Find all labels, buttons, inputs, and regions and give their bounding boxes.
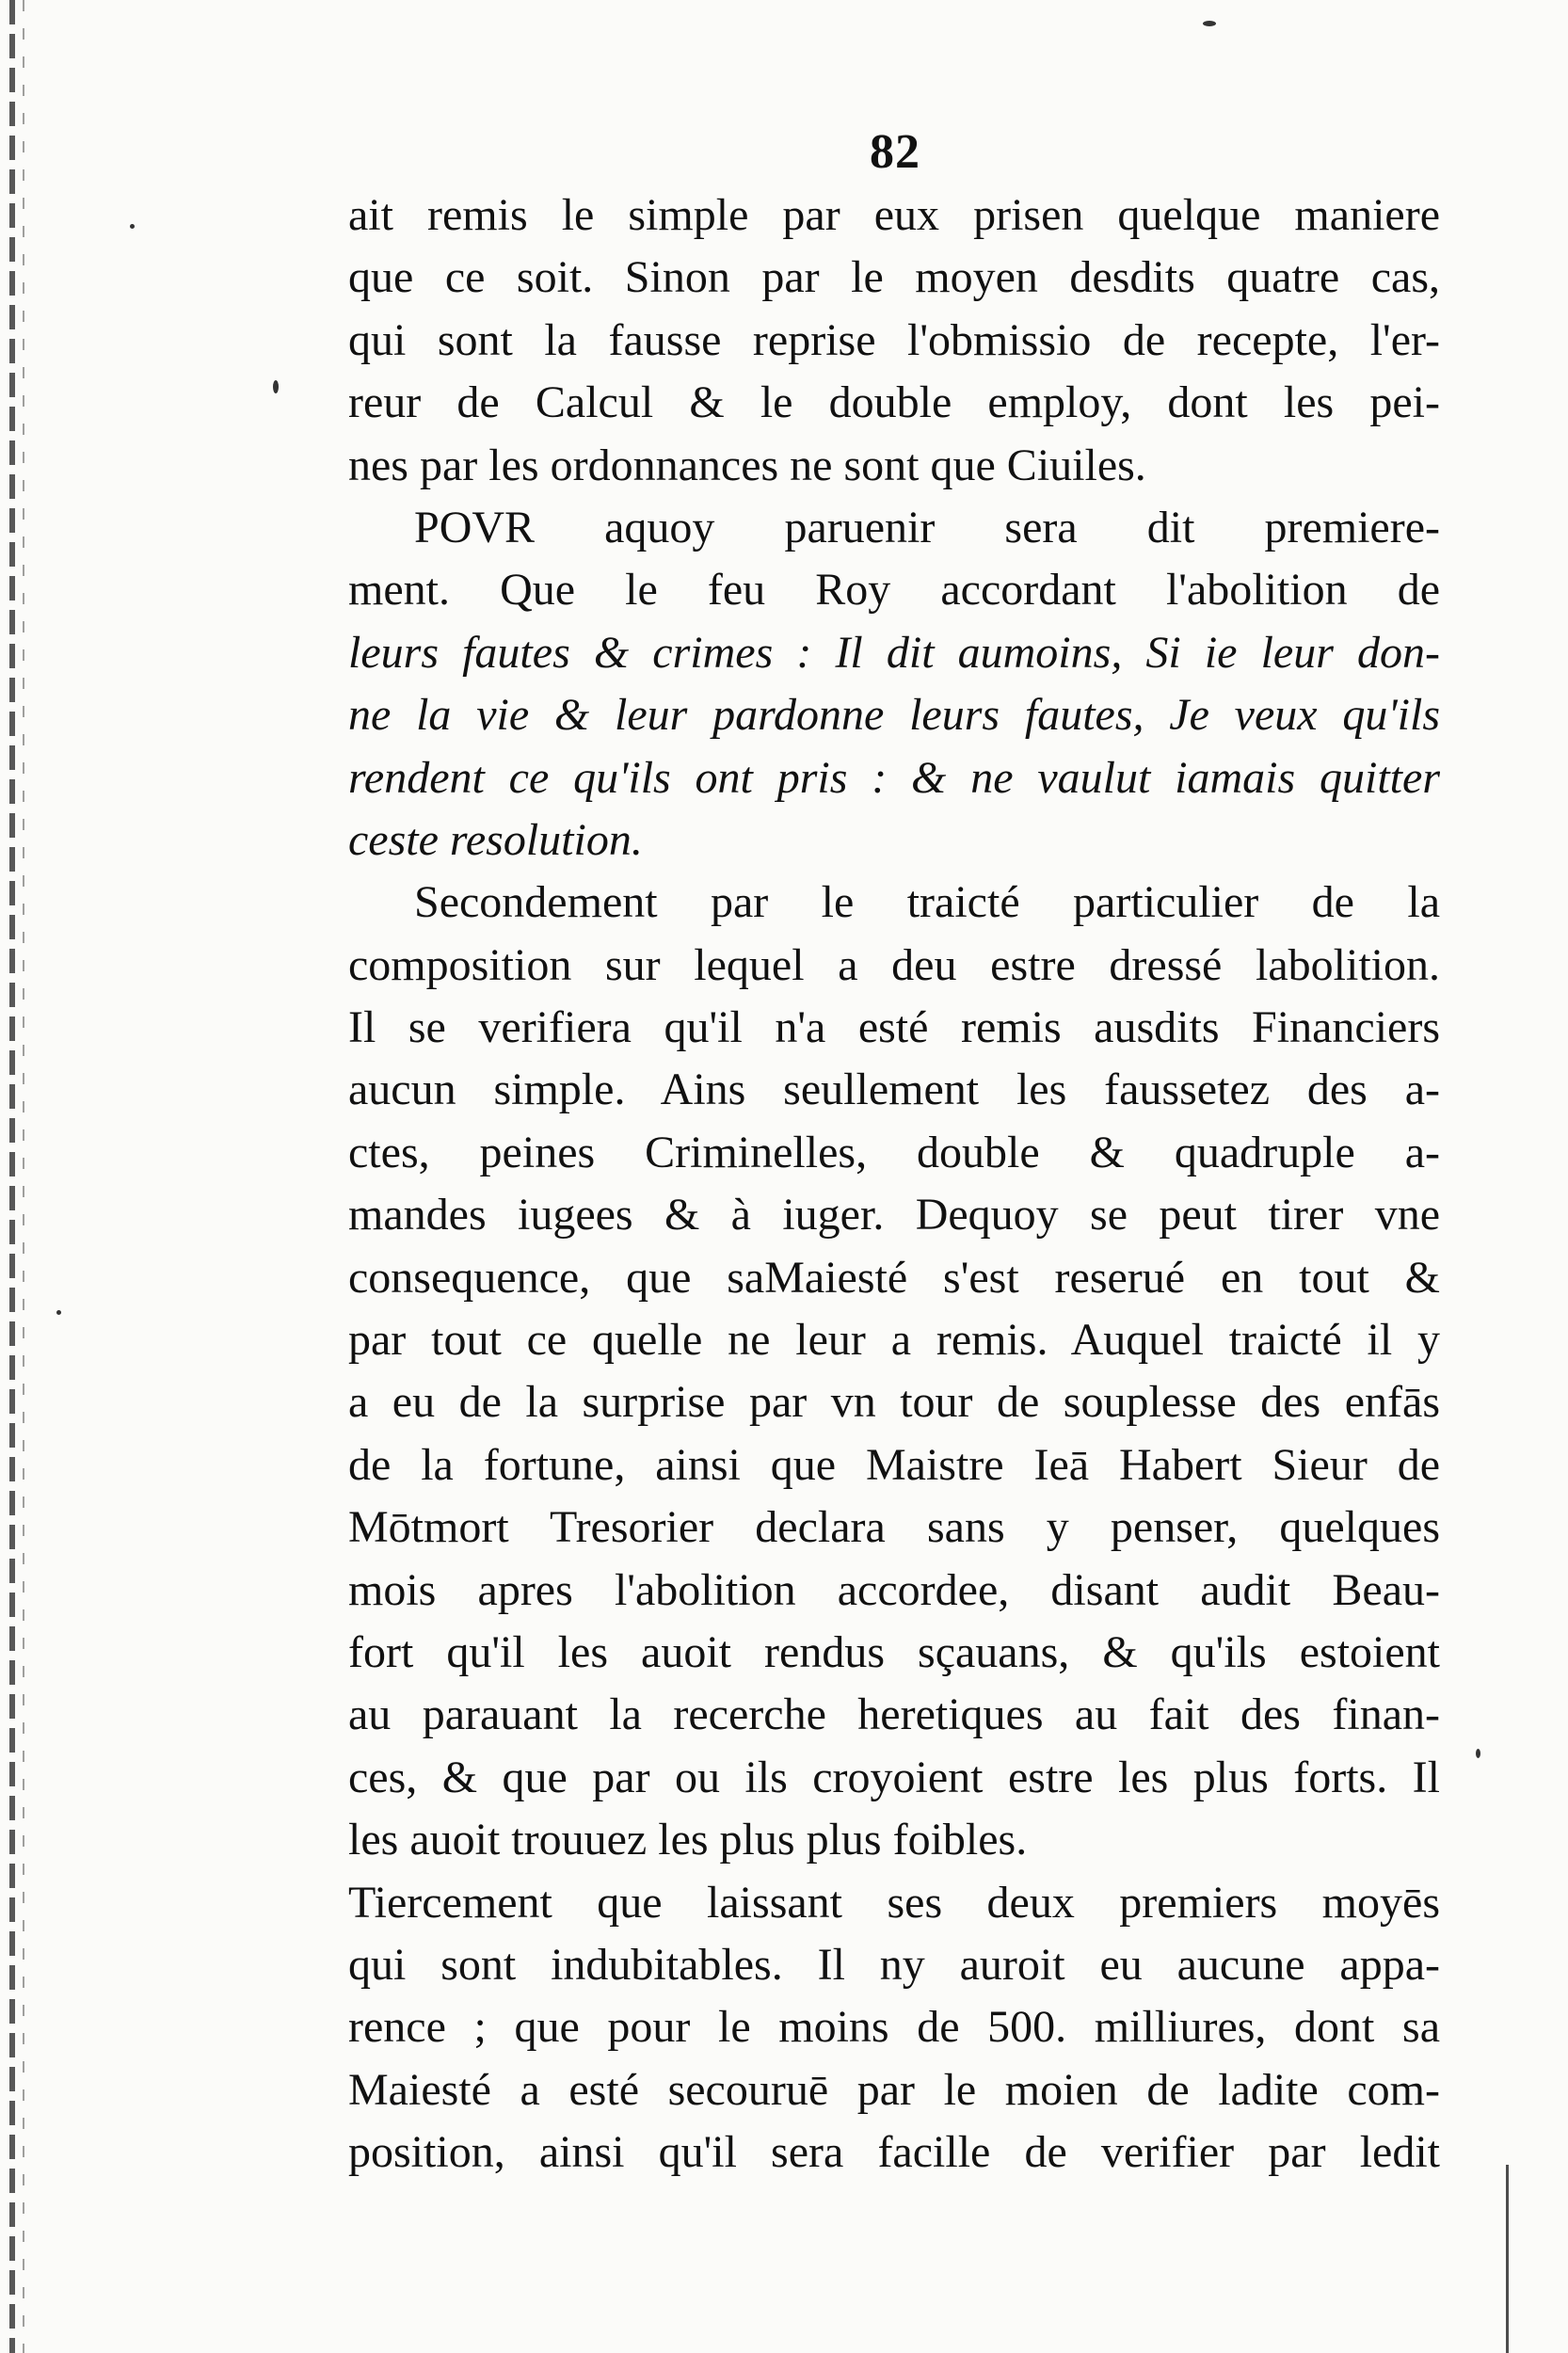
text-line: au parauant la recerche heretiques au fait des finan- [348, 1689, 1440, 1740]
text-line: position, ainsi qu'il sera facille de verifier par ledit [348, 2127, 1440, 2178]
text-line: Maiesté a esté secouruē par le moien de ladite com- [348, 2064, 1440, 2115]
body-text [348, 184, 1440, 2185]
text-line: nes par les ordonnances ne sont que Ciuiles. [348, 440, 1146, 490]
text-line: ment. Que le feu Roy accordant l'abolition de [348, 565, 1440, 616]
text-line: fort qu'il les auoit rendus sçauans, & qu'ils estoient [348, 1626, 1440, 1677]
text-line: qui sont indubitables. Il ny auroit eu aucune appa- [348, 1939, 1440, 1990]
text-line: de la fortune, ainsi que Maistre Ieā Habert Sieur de [348, 1439, 1440, 1490]
page-number: 82 [870, 125, 920, 179]
italic-quote-line: ne la vie & leur pardonne leurs fautes, Je veux qu'ils [348, 690, 1440, 741]
italic-quote-line: rendent ce qu'ils ont pris : & ne vaulut iamais quitter [348, 752, 1440, 803]
text-line: par tout ce quelle ne leur a remis. Auquel traicté il y [348, 1315, 1440, 1366]
text-line: ctes, peines Criminelles, double & quadruple a- [348, 1127, 1440, 1177]
text-line: Il se verifiera qu'il n'a esté remis ausdits Financiers [348, 1002, 1440, 1053]
italic-quote-line: leurs fautes & crimes : Il dit aumoins, Si ie leur don- [348, 627, 1440, 678]
text-line: ait remis le simple par eux prisen quelque maniere [348, 190, 1440, 240]
text-line: rence ; que pour le moins de 500. milliures, dont sa [348, 2002, 1440, 2053]
text-line: ces, & que par ou ils croyoient estre les plus forts. Il [348, 1752, 1440, 1802]
text-line: qui sont la fausse reprise l'obmissio de recepte, l'er- [348, 314, 1440, 365]
text-line: consequence, que saMaiesté s'est reserué en tout & [348, 1252, 1440, 1303]
text-line: mandes iugees & à iuger. Dequoy se peut tirer vne [348, 1190, 1440, 1241]
ink-speck [1203, 21, 1216, 26]
paragraph-start-line: Secondement par le traicté particulier de la [414, 877, 1440, 928]
paragraph-start-line: POVR aquoy paruenir sera dit premiere- [414, 502, 1440, 552]
ink-speck [56, 1310, 61, 1315]
page-binding-shadow [23, 0, 24, 2353]
text-line: aucun simple. Ains seullement les faussetez des a- [348, 1064, 1440, 1115]
text-line: a eu de la surprise par vn tour de souplesse des enfās [348, 1377, 1440, 1428]
paragraph-start-line: Tiercement que laissant ses deux premiers moyēs [348, 1877, 1440, 1928]
ink-speck [273, 380, 279, 393]
text-line: Mōtmort Tresorier declara sans y penser, quelques [348, 1502, 1440, 1553]
text-line: reur de Calcul & le double employ, dont les pei- [348, 377, 1440, 428]
ink-speck [1476, 1749, 1480, 1758]
text-line: mois apres l'abolition accordee, disant audit Beau- [348, 1564, 1440, 1615]
text-line: composition sur lequel a deu estre dressé labolition. [348, 939, 1440, 990]
italic-quote-line: ceste resolution. [348, 814, 643, 865]
text-line: les auoit trouuez les plus plus foibles. [348, 1815, 1028, 1865]
ink-speck [130, 224, 135, 229]
page-binding-edge [9, 0, 15, 2353]
page-edge-mark [1506, 2165, 1509, 2353]
text-line: que ce soit. Sinon par le moyen desdits quatre cas, [348, 252, 1440, 303]
